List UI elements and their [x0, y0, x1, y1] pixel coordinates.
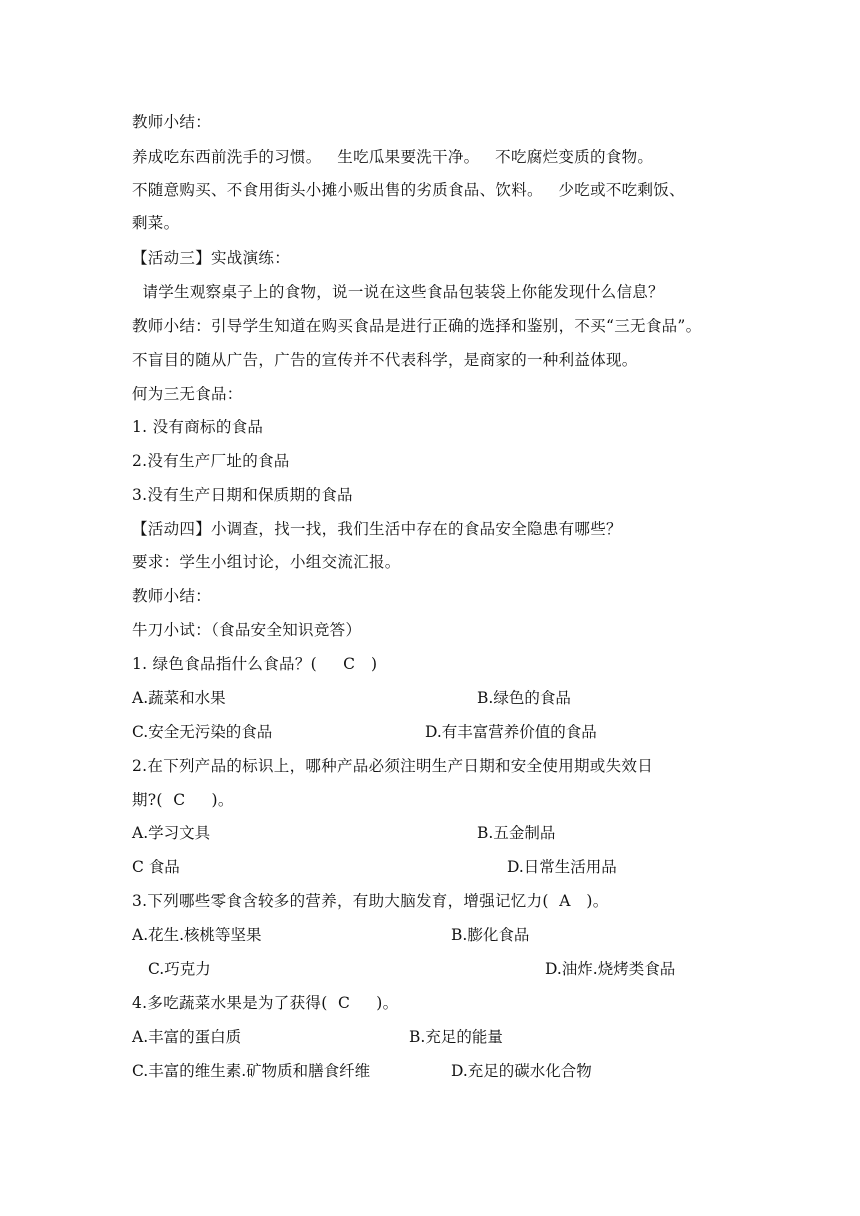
- quiz-option: D.油炸.烧烤类食品: [545, 960, 676, 978]
- text-line: 要求：学生小组讨论，小组交流汇报。: [132, 553, 401, 571]
- quiz-option: C.安全无污染的食品: [132, 723, 273, 741]
- quiz-option: C.巧克力: [148, 960, 211, 978]
- quiz-option: A.花生.核桃等坚果: [132, 926, 262, 944]
- quiz-option: C 食品: [132, 858, 180, 876]
- quiz-heading: 牛刀小试：（食品安全知识竞答）: [132, 621, 362, 639]
- quiz-option: C.丰富的维生素.矿物质和膳食纤维: [132, 1062, 371, 1080]
- quiz-option: B.膨化食品: [451, 926, 530, 944]
- quiz-question: 2.在下列产品的标识上，哪种产品必须注明生产日期和安全使用期或失效日: [132, 757, 653, 775]
- quiz-option: D.有丰富营养价值的食品: [425, 723, 597, 741]
- activity-four-heading: 【活动四】小调查，找一找，我们生活中存在的食品安全隐患有哪些？: [132, 520, 622, 538]
- list-item: 2.没有生产厂址的食品: [132, 452, 290, 470]
- quiz-option: B.五金制品: [477, 824, 556, 842]
- text-line: 请学生观察桌子上的食物，说一说在这些食品包装袋上你能发现什么信息？: [132, 283, 664, 301]
- teacher-summary-heading: 教师小结：: [132, 113, 212, 131]
- quiz-question: 4.多吃蔬菜水果是为了获得( C )。: [132, 994, 399, 1012]
- text-line: 养成吃东西前洗手的习惯。 生吃瓜果要洗干净。 不吃腐烂变质的食物。: [132, 148, 654, 166]
- quiz-option: D.充足的碳水化合物: [451, 1062, 592, 1080]
- quiz-option: A.蔬菜和水果: [132, 689, 226, 707]
- quiz-question: 1. 绿色食品指什么食品？( C ): [132, 655, 378, 673]
- activity-three-heading: 【活动三】实战演练：: [132, 249, 291, 267]
- text-line: 教师小结：引导学生知道在购买食品是进行正确的选择和鉴别，不买“三无食品”。: [132, 317, 702, 335]
- teacher-summary-heading: 教师小结：: [132, 587, 212, 605]
- list-item: 1. 没有商标的食品: [132, 418, 264, 436]
- text-line: 不盲目的随从广告，广告的宣传并不代表科学，是商家的一种利益体现。: [132, 351, 638, 369]
- quiz-option: A.丰富的蛋白质: [132, 1028, 242, 1046]
- quiz-option: B.绿色的食品: [477, 689, 571, 707]
- quiz-question-cont: 期?( C )。: [132, 791, 234, 809]
- quiz-option: B.充足的能量: [409, 1028, 503, 1046]
- text-line: 剩菜。: [132, 214, 180, 232]
- text-line: 何为三无食品：: [132, 385, 243, 403]
- quiz-option: D.日常生活用品: [507, 858, 617, 876]
- quiz-option: A.学习文具: [132, 824, 211, 842]
- text-line: 不随意购买、不食用街头小摊小贩出售的劣质食品、饮料。 少吃或不吃剩饭、: [132, 181, 685, 199]
- list-item: 3.没有生产日期和保质期的食品: [132, 486, 353, 504]
- quiz-question: 3.下列哪些零食含较多的营养，有助大脑发育，增强记忆力( A )。: [132, 892, 609, 910]
